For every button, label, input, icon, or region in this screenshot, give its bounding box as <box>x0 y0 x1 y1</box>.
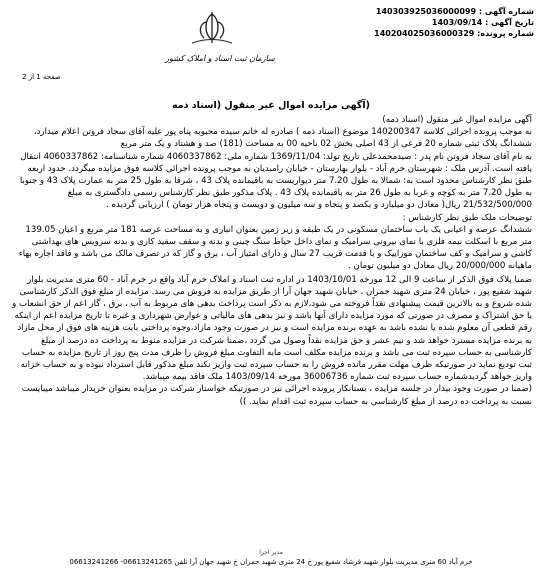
emblem-icon <box>182 10 242 46</box>
header-meta <box>330 6 534 39</box>
file-number-row <box>330 28 534 39</box>
paragraph-creditor-note: (ضمنا در صورت وجود بیدار در جلسه مزایده ، بستانکار پرونده اجرائی نیز در صورتیکه خواستار شرکت در مزایده بعنوان خریدار میباشد میبایست نسبت به پرداخت ده درصد از مبلغ کارشناسی به حساب سپرده ثبت اقدام نماید. )) <box>21 384 532 407</box>
file-number: 140204025036000329 <box>374 29 475 38</box>
document-title: (آگهی مزایده اموال غیر منقول (اسناد ذمه <box>171 100 370 111</box>
ad-date-label: تاریخ آگهی : <box>485 18 534 27</box>
ad-number-row <box>330 6 534 17</box>
paragraph-heading: آگهی مزایده اموال غیر منقول (اسناد ذمه) <box>382 115 532 125</box>
document-body <box>12 114 532 408</box>
paragraph-details: ششدانگ عرصه و اعیانی یک باب ساختمان مسکونی در یک طبقه و زیر زمین بعنوان انباری و به مساحت عرصه 181 متر مربع و اعیان 139.05 متر مربع با اسکلت نیمه فلزی با نمای بیرونی سرامیک و نمای داخل حیاط سنگ چینی و بدنه و سقف سفید کاری و بدنه سرویس های بهداشتی کاشی و سرامیک و کف ساختمان موزاییک و با قدمت قریب 27 سال و دارای امتیاز آب ، برق و گاز که در تصرف مالک می باشد و فاقد اجاره بهاء ماهیانه 20/000/000 ریال معادل دو میلیون تومان . <box>18 224 532 272</box>
signature: مدیر اجرا <box>259 549 283 556</box>
ad-number: 140303925036000099 <box>375 7 477 16</box>
org-name: سازمان ثبت اسناد و املاک کشور <box>165 54 275 63</box>
paragraph-details-heading: توضیحات ملک طبق نظر کارشناس : <box>402 212 532 223</box>
ad-number-label: شماره آگهی : <box>478 7 534 16</box>
footer-address: خرم آباد 60 متری مدیریت بلوار شهید فرشاد شفیع پور خ 24 متری شهید جمران خ شهید جهان آرا تلفن 06613241265- 06613241266 <box>69 558 473 566</box>
file-number-label: شماره پرونده: <box>477 29 534 38</box>
paragraph-case: به موجب پرونده اجرائی کلاسه 140200347 موضوع (اسناد ذمه ) صادره له خانم سیده محبوبه پناه پور علیه آقای سجاد فروتن اعلام میدارد، <box>33 127 532 138</box>
paragraph-owner: به نام آقای سجاد فروتن نام پدر : صیدمحمدعلی تاریخ تولد: 1369/11/04 شماره ملی: 4060337862 شماره شناسنامه: 4060337862 انتقال یافته است. آدرس ملک : شهرستان خرم آباد - بلوار بهارستان - خیابان رامبدیان به موجب پرونده اجرائی کلاسه فوق مزایده میگردد. حدود اربعه طبق نظر کارشناس محدود است به: شمالا به طول 7.20 متر دیواریست به باقیمانده پلاک 43 ، شرقا به طول 25 متر به عمارت پلاک 43 و جنوبا به طول 7.20 متر به کوچه و غربا به طول 26 متر به باقیمانده پلاک 43 . پلاک مذکور طبق نظر کارشناس رسمی دادگستری به مبلغ 21/532/500/000 ریال( معادل دو میلیارد و یکصد و پنجاه و سه میلیون و دویست و پنجاه هزار تومان ) ارزیابی گردیده . <box>19 151 532 211</box>
paragraph-auction-terms: ضمنا پلاک فوق الذکر از ساعت 9 الی 12 مورخه 1403/10/01 در اداره ثبت اسناد و املاک خرم آباد واقع در خرم آباد - 60 متری مدیریت بلوار شهید شفیع پور ، خیابان 24 متری شهید جمران ، خیابان شهید جهان آرا از طریق مزایده به فروش می رسد. مزایده از مبلغ فوق الذکر کارشناسی شده شروع و به بالاترین قیمت پیشنهادی نقداً فروخته می شود،لازم به ذکر است پرداخت بدهی های مربوط به آب ، برق ، گاز اعم از حق انشعاب و یا حق اشتراک و مصرف در صورتی که مورد مزایده دارای آنها باشد و نیز بدهی های مالیاتی و عوارض شهرداری و غیره تا تاریخ مزایده اعم از اینکه رقم قطعی آن معلوم شده یا نشده باشد به عهده برنده مزایده است و نیز در صورت وجود مازاد،وجوه پرداختی بابت هزینه های فوق از محل مازاد به برنده مزایده مسترد خواهد شد و نیم عشر و حق مزایده نقداً وصول می گردد ،ضمنا شرکت در مزایده منوط به پرداخت ده درصد از مبلغ کارشناسی به حساب سپرده ثبت می باشد و برنده مزایده مکلف است مابه التفاوت مبلغ فروش را ظرف مدت پنج روز از تاریخ مزایده به حساب ثبت تودیع نماید در صورتیکه ظرف مهلت مقرر مانده فروش را به حساب سپرده ثبت واریز نکند مبلغ مذکور قابل استرداد نبوده و به حساب خزانه واریز خواهد گردیدشماره حساب سپرده ثبت شماره 36006736 مورخه 1403/09/14 ملک فاقد بیمه میباشد. <box>12 274 532 383</box>
page-number: صفحه 1 از 2 <box>22 73 61 81</box>
ad-date: 1403/09/14 <box>431 18 483 27</box>
ad-date-row <box>330 17 534 28</box>
paragraph-plot: ششدانگ پلاک ثبتی شماره 20 فرعی از 43 اصلی بخش 02 ناحیه 00 به مساحت (181) صد و هشتاد و یک متر مربع <box>120 139 532 150</box>
